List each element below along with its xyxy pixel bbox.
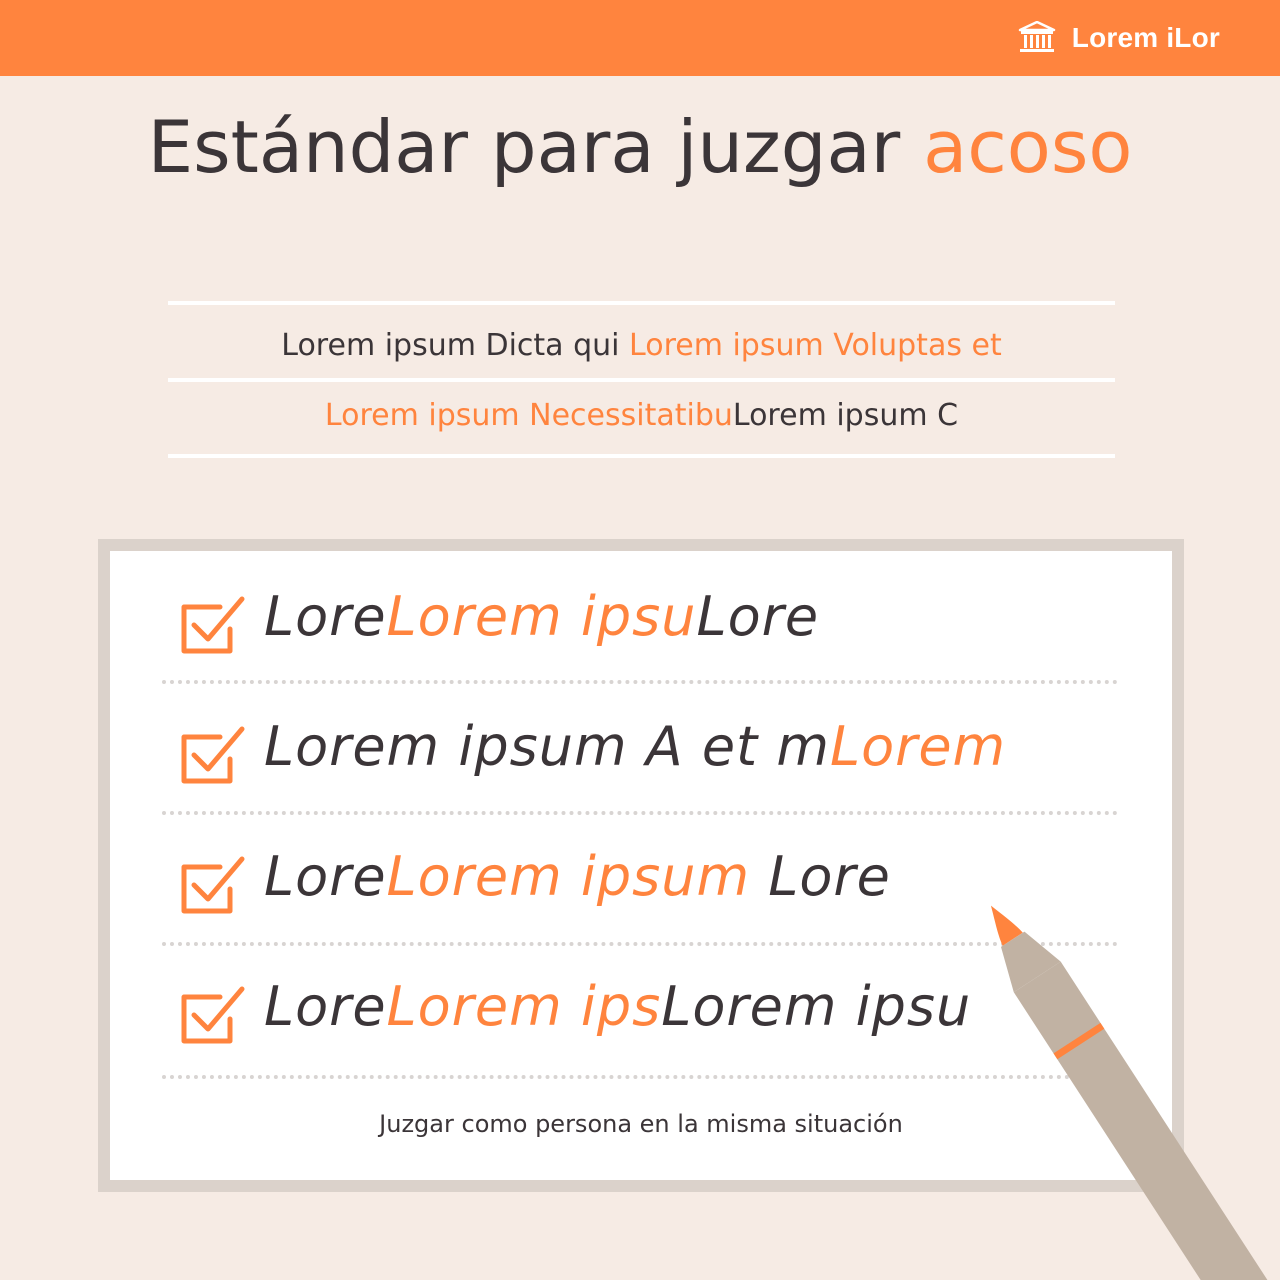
title-main: Estándar para juzgar bbox=[147, 105, 924, 189]
row-divider bbox=[162, 811, 1118, 815]
checkbox-checked-icon bbox=[180, 725, 248, 787]
checklist-item-part: Lore bbox=[264, 975, 387, 1038]
checklist-item-part: Lorem ipsum A et m bbox=[264, 715, 830, 778]
row-divider bbox=[162, 942, 1118, 946]
page-title bbox=[0, 102, 1280, 192]
subtitle-rule-middle bbox=[168, 378, 1115, 382]
checklist-item-part: Lore bbox=[264, 845, 387, 908]
checklist-item-part: Lorem ipsum bbox=[386, 845, 769, 908]
checklist-item-text bbox=[264, 585, 819, 649]
checklist-item-part: Lore bbox=[768, 845, 891, 908]
bank-icon bbox=[1018, 21, 1056, 55]
top-bar bbox=[0, 0, 1280, 76]
caption: Juzgar como persona en la misma situación bbox=[379, 1110, 903, 1138]
subtitle-line-2-dark: Lorem ipsum C bbox=[732, 398, 959, 433]
checklist-item-text bbox=[264, 975, 971, 1039]
row-divider bbox=[162, 680, 1118, 684]
title-highlight: acoso bbox=[923, 105, 1133, 189]
checklist-item-part: Lorem ipsu bbox=[661, 975, 972, 1038]
checklist-item-part: Lorem bbox=[830, 715, 1007, 778]
subtitle-rule-top bbox=[168, 301, 1115, 305]
checklist-item bbox=[180, 715, 1080, 795]
checklist-item-part: Lorem ipsu bbox=[386, 585, 697, 648]
subtitle-line-2-orange: Lorem ipsum Necessitatibu bbox=[324, 398, 733, 433]
checklist-item-text bbox=[264, 845, 891, 909]
checklist-item-text bbox=[264, 715, 1006, 779]
checklist-item bbox=[180, 975, 1080, 1055]
checkbox-checked-icon bbox=[180, 855, 248, 917]
checklist-item-part: Lore bbox=[264, 585, 387, 648]
brand[interactable] bbox=[1018, 20, 1220, 56]
subtitle-line-1 bbox=[168, 326, 1115, 366]
checklist-item bbox=[180, 585, 1080, 665]
subtitle-rule-bottom bbox=[168, 454, 1115, 458]
row-divider bbox=[162, 1075, 1118, 1079]
checklist-item bbox=[180, 845, 1080, 925]
subtitle-line-1-dark: Lorem ipsum Dicta qui bbox=[281, 328, 630, 363]
subtitle-line-2 bbox=[168, 396, 1115, 436]
checkbox-checked-icon bbox=[180, 985, 248, 1047]
subtitle-line-1-orange: Lorem ipsum Voluptas et bbox=[629, 328, 1002, 363]
checkbox-checked-icon bbox=[180, 595, 248, 657]
checklist-item-part: Lore bbox=[696, 585, 820, 648]
checklist-item-part: Lorem ips bbox=[386, 975, 662, 1038]
brand-name: Lorem iLor bbox=[1071, 22, 1220, 53]
